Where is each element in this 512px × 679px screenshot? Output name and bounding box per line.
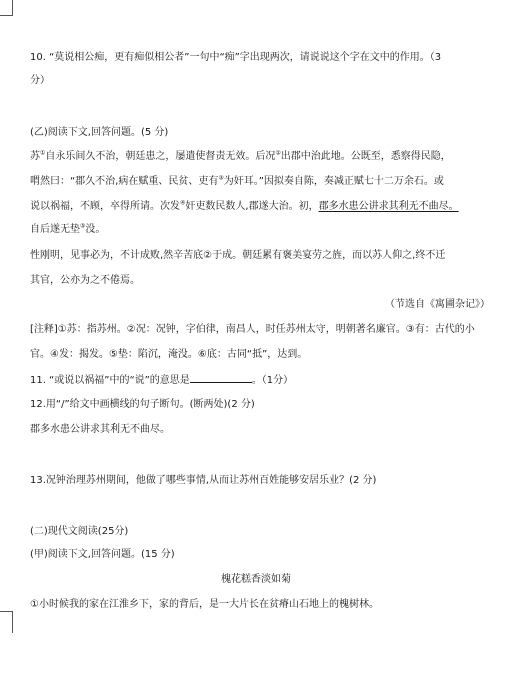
passage-p2-line2: 其官，公亦为之不倦焉。	[30, 275, 140, 286]
q10-line2: 分）	[30, 75, 50, 86]
answer-blank[interactable]	[190, 373, 252, 383]
passage-text: 说以祸福，不顾，卒得所请。次发	[30, 201, 180, 212]
q10-line1: 10. “莫说相公痴，更有痴似相公者”一句中“痴”字出现两次，请说说这个字在文中的作用。（3	[30, 52, 442, 63]
passage-text: 奸吏数民数人,郡遂大治。初，	[185, 201, 319, 212]
footnote-mark: ①	[40, 149, 46, 157]
crop-mark-bottom-h	[0, 611, 13, 612]
notes-line2: 官。④发：揭发。⑤垫：陷沉，淹没。⑥底：古同“抵”，达到。	[30, 349, 308, 360]
section2-heading: (二)现代文阅读(25分)	[30, 526, 129, 537]
passage-line4	[30, 223, 105, 237]
q12-line1: 12.用“/”给文中画横线的句子断句。(断两处)(2 分)	[30, 399, 255, 410]
q11-prefix: 11. “或说以祸福”中的“说”的意思是	[30, 375, 190, 386]
source-citation: （节选自《寓圃杂记》）	[385, 299, 490, 310]
partB-heading: (乙)阅读下文,回答问题。(5 分)	[30, 127, 169, 138]
essay-title: 槐花糕香淡如菊	[221, 574, 291, 585]
section2-sub: (甲)阅读下文,回答问题。(15 分)	[30, 549, 175, 560]
underlined-sentence: 郡多水患公讲求其利无不曲尽。	[318, 201, 459, 212]
footnote-mark: ④	[180, 199, 186, 207]
passage-text: 自后遂无垫	[30, 224, 80, 235]
q11	[30, 373, 293, 388]
passage-p2-line1: 性刚明，见事必为，不计成败,然辛苦底②于成。朝廷累有褒美宴劳之旌，而以苏人仰之,终不迁	[30, 250, 446, 261]
passage-text: 出郡中治此地。公既至，悉察得民隐，	[280, 151, 451, 162]
q11-suffix: 。（1分）	[251, 375, 294, 386]
passage-text: 苏	[30, 151, 40, 162]
footnote-mark: ③	[218, 174, 224, 182]
q13-line1: 13.况钟治理苏州期间，他做了哪些事情,从而让苏州百姓能够安居乐业？(2 分)	[30, 475, 377, 486]
footnote-mark: ②	[275, 149, 281, 157]
footnote-mark: ⑤	[80, 222, 86, 230]
passage-line1	[30, 150, 451, 164]
passage-text: 自永乐间久不治，朝廷患之，屡遣使督责无效。后况	[45, 151, 276, 162]
passage-text: 喟然曰：“郡久不治,病在赋重、民贫、吏有	[30, 176, 219, 187]
crop-mark-top	[12, 0, 13, 16]
passage-text: 没。	[85, 224, 106, 235]
notes-line1: [注释]①苏：指苏州。②况：况钟，字伯律，南昌人，时任苏州太守，明朝著名廉官。③有：古代的小	[30, 324, 475, 335]
crop-mark-top-h	[0, 15, 13, 16]
passage-line2	[30, 175, 444, 189]
passage-text: 为奸耳。”因拟奏自陈，奏减正赋七十二万余石。或	[223, 176, 444, 187]
essay-para1: ①小时候我的家在江淮乡下，家的背后，是一大片长在贫瘠山石地上的槐树林。	[30, 599, 379, 610]
q12-line2: 郡多水患公讲求其利无不曲尽。	[30, 424, 170, 435]
passage-line3	[30, 200, 459, 214]
crop-mark-bottom	[12, 611, 13, 633]
